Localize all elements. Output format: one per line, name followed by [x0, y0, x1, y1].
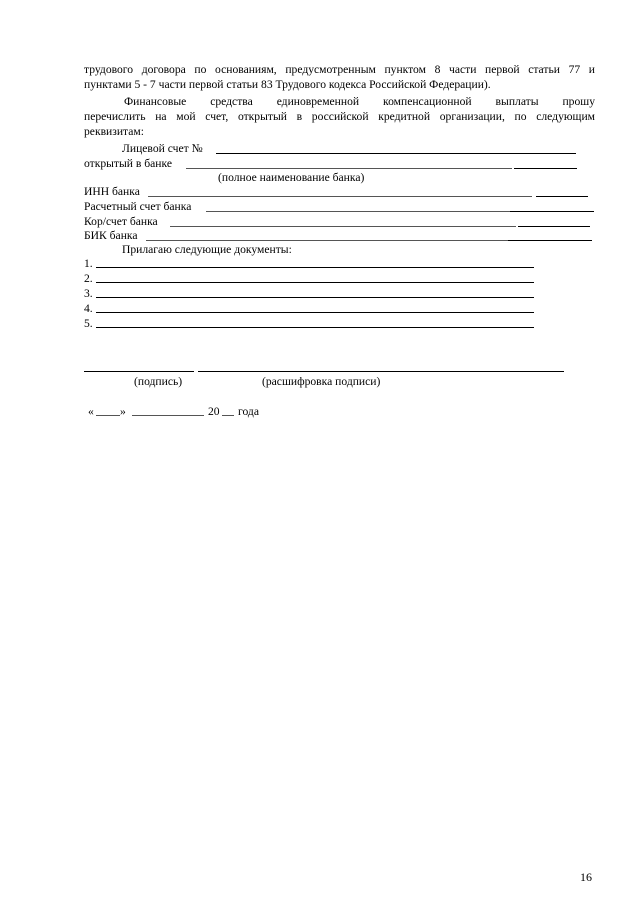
settlement-row [84, 199, 191, 214]
bank-field-extension[interactable] [514, 168, 577, 169]
attachment-field-3[interactable] [96, 297, 534, 298]
bank-caption: (полное наименование банка) [218, 171, 365, 184]
corr-field[interactable] [170, 226, 516, 227]
signature-field[interactable] [84, 371, 194, 372]
attachment-number: 1. [84, 257, 93, 270]
corr-row [84, 214, 158, 229]
intro-line-2: пунктами 5 - 7 части первой статьи 83 Трудового кодекса Российской Федерации). [84, 78, 491, 91]
intro-line-1: трудового договора по основаниям, предусмотренным пунктом 8 части первой статьи 77 и [84, 63, 595, 76]
attachment-number: 3. [84, 287, 93, 300]
date-line-quote [120, 404, 126, 419]
date-close-quote: » [120, 405, 126, 418]
bik-field[interactable] [146, 240, 508, 241]
date-year-row [208, 404, 220, 419]
settlement-field[interactable] [206, 211, 510, 212]
account-row [122, 141, 203, 156]
attachment-item [84, 256, 93, 271]
date-year-prefix: 20 [208, 405, 220, 418]
signature-decode-caption: (расшифровка подписи) [262, 375, 381, 388]
attachment-item [84, 301, 93, 316]
request-paragraph [84, 94, 595, 139]
page-number: 16 [580, 870, 592, 884]
inn-row [84, 184, 140, 199]
bank-field[interactable] [186, 168, 512, 169]
request-line-2: перечислить на мой счет, открытый в российской кредитной организации, по следующим [84, 110, 595, 123]
attachment-item [84, 316, 93, 331]
inn-field[interactable] [148, 196, 532, 197]
attachments-heading-row [122, 242, 292, 257]
account-field[interactable] [216, 153, 576, 154]
bik-row [84, 228, 138, 243]
corr-field-extension[interactable] [518, 226, 590, 227]
bank-row [84, 156, 172, 171]
attachment-item [84, 271, 93, 286]
date-line [88, 404, 94, 419]
bank-label: открытый в банке [84, 157, 173, 170]
settlement-field-extension[interactable] [510, 211, 594, 212]
attachment-item [84, 286, 93, 301]
signature-caption: (подпись) [134, 375, 183, 388]
attachment-number: 2. [84, 272, 93, 285]
date-year-suffix-row [238, 404, 259, 419]
attachment-number: 5. [84, 317, 93, 330]
attachment-field-4[interactable] [96, 312, 534, 313]
request-line-3: реквизитам: [84, 125, 144, 138]
date-year-suffix: года [238, 405, 259, 418]
request-line-1: Финансовые средства единовременной компенсационной выплаты прошу [124, 95, 595, 108]
corr-label: Кор/счет банка [84, 215, 158, 228]
intro-paragraph [84, 62, 595, 92]
date-month-field[interactable] [132, 415, 204, 416]
signature-decode-field[interactable] [198, 371, 564, 372]
attachment-field-5[interactable] [96, 327, 534, 328]
settlement-label: Расчетный счет банка [84, 200, 192, 213]
inn-field-extension[interactable] [536, 196, 588, 197]
attachment-field-2[interactable] [96, 282, 534, 283]
attachment-field-1[interactable] [96, 267, 534, 268]
date-day-field[interactable] [96, 415, 120, 416]
date-year-field[interactable] [222, 415, 234, 416]
inn-label: ИНН банка [84, 185, 140, 198]
bik-label: БИК банка [84, 229, 138, 242]
date-open-quote: « [88, 405, 94, 418]
attachment-number: 4. [84, 302, 93, 315]
account-label: Лицевой счет № [122, 142, 203, 155]
attachments-heading: Прилагаю следующие документы: [122, 243, 292, 256]
bik-field-extension[interactable] [508, 240, 592, 241]
